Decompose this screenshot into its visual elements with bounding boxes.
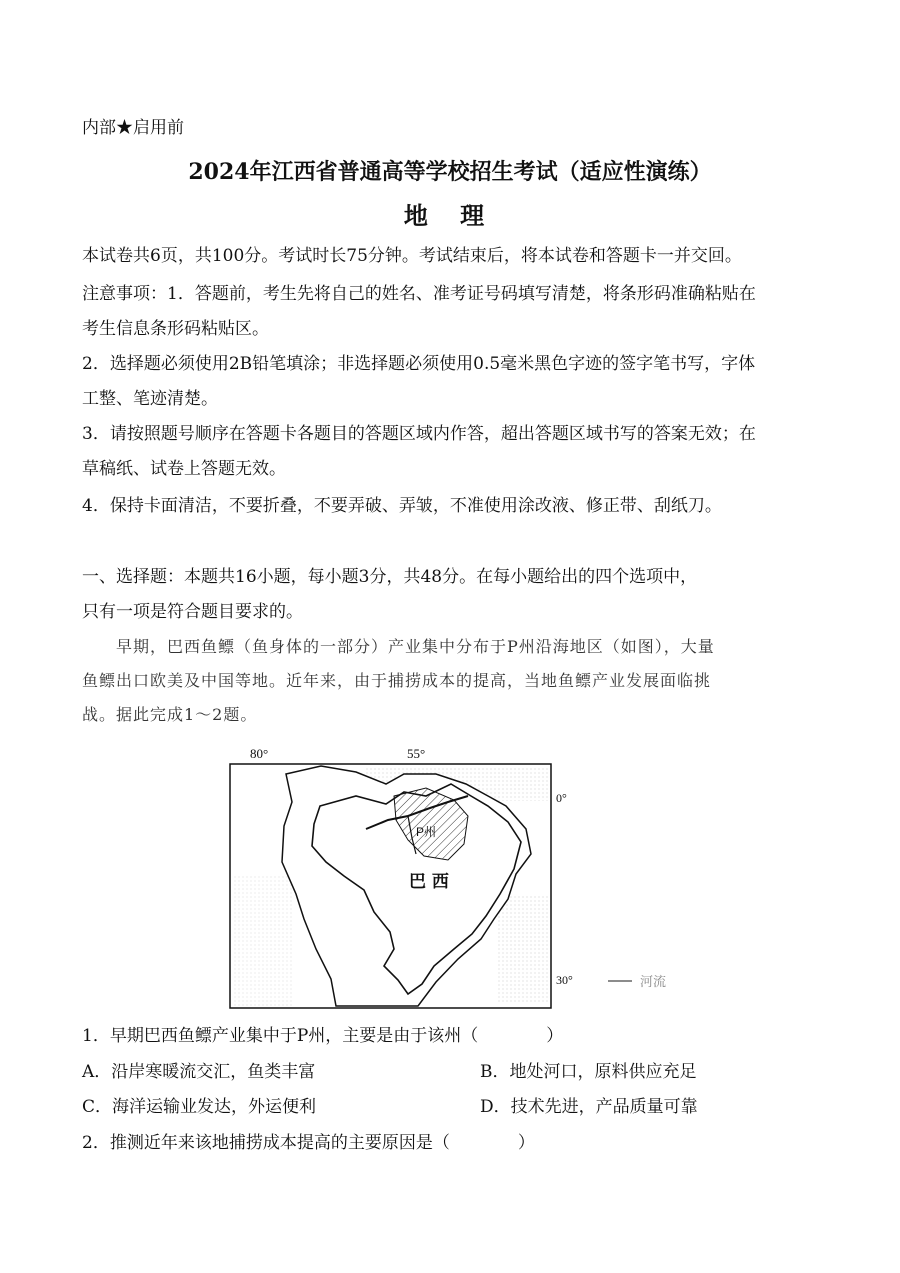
notice-4: 4．保持卡面清洁，不要折叠，不要弄破、弄皱，不准使用涂改液、修正带、刮纸刀。	[82, 496, 722, 516]
question-1-option-d: D．技术先进，产品质量可靠	[480, 1097, 698, 1117]
passage-line: 战。据此完成1～2题。	[82, 705, 258, 724]
exam-title: 2024年江西省普通高等学校招生考试（适应性演练）	[188, 159, 712, 185]
confidential-label: 内部★启用前	[82, 118, 184, 138]
lon-55-label: 55°	[407, 746, 426, 761]
brazil-map-figure	[226, 744, 686, 1014]
question-2-stem: 2．推测近年来该地捕捞成本提高的主要原因是（ ）	[82, 1133, 535, 1153]
notice-3-cont: 草稿纸、试卷上答题无效。	[82, 459, 286, 479]
brazil-label: 巴 西	[409, 872, 449, 892]
section-heading: 一、选择题：本题共16小题，每小题3分，共48分。在每小题给出的四个选项中，	[82, 567, 698, 587]
ocean-west	[232, 874, 292, 1006]
brazil-map	[226, 744, 686, 1014]
legend-river-label: 河流	[640, 975, 667, 990]
lon-80-label: 80°	[250, 746, 269, 761]
subject-title: 地 理	[403, 201, 497, 230]
ocean-east	[496, 894, 549, 1004]
passage-line: 鱼鳔出口欧美及中国等地。近年来，由于捕捞成本的提高，当地鱼鳔产业发展面临挑	[82, 671, 712, 690]
notice-2: 2．选择题必须使用2B铅笔填涂；非选择题必须使用0.5毫米黑色字迹的签字笔书写，字体	[82, 354, 756, 374]
lat-0-label: 0°	[556, 791, 567, 805]
notice-1-cont: 考生信息条形码粘贴区。	[82, 319, 269, 339]
question-1-option-c: C．海洋运输业发达，外运便利	[82, 1097, 317, 1117]
notice-1: 注意事项：1．答题前，考生先将自己的姓名、准考证号码填写清楚，将条形码准确粘贴在	[82, 284, 756, 304]
passage-line: 早期，巴西鱼鳔（鱼身体的一部分）产业集中分布于P州沿海地区（如图），大量	[116, 637, 715, 656]
lat-30-label: 30°	[556, 973, 573, 987]
question-1-option-a: A．沿岸寒暖流交汇，鱼类丰富	[82, 1062, 316, 1082]
notice-2-cont: 工整、笔迹清楚。	[82, 389, 218, 409]
question-1-stem: 1．早期巴西鱼鳔产业集中于P州，主要是由于该州（ ）	[82, 1026, 564, 1046]
notice-3: 3．请按照题号顺序在答题卡各题目的答题区域内作答，超出答题区域书写的答案无效；在	[82, 424, 756, 444]
section-heading-cont: 只有一项是符合题目要求的。	[82, 602, 303, 622]
instructions-intro: 本试卷共6页，共100分。考试时长75分钟。考试结束后，将本试卷和答题卡一并交回。	[82, 246, 742, 266]
question-1-option-b: B．地处河口，原料供应充足	[480, 1062, 697, 1082]
p-state-label: P州	[416, 825, 437, 839]
passage	[82, 630, 822, 732]
